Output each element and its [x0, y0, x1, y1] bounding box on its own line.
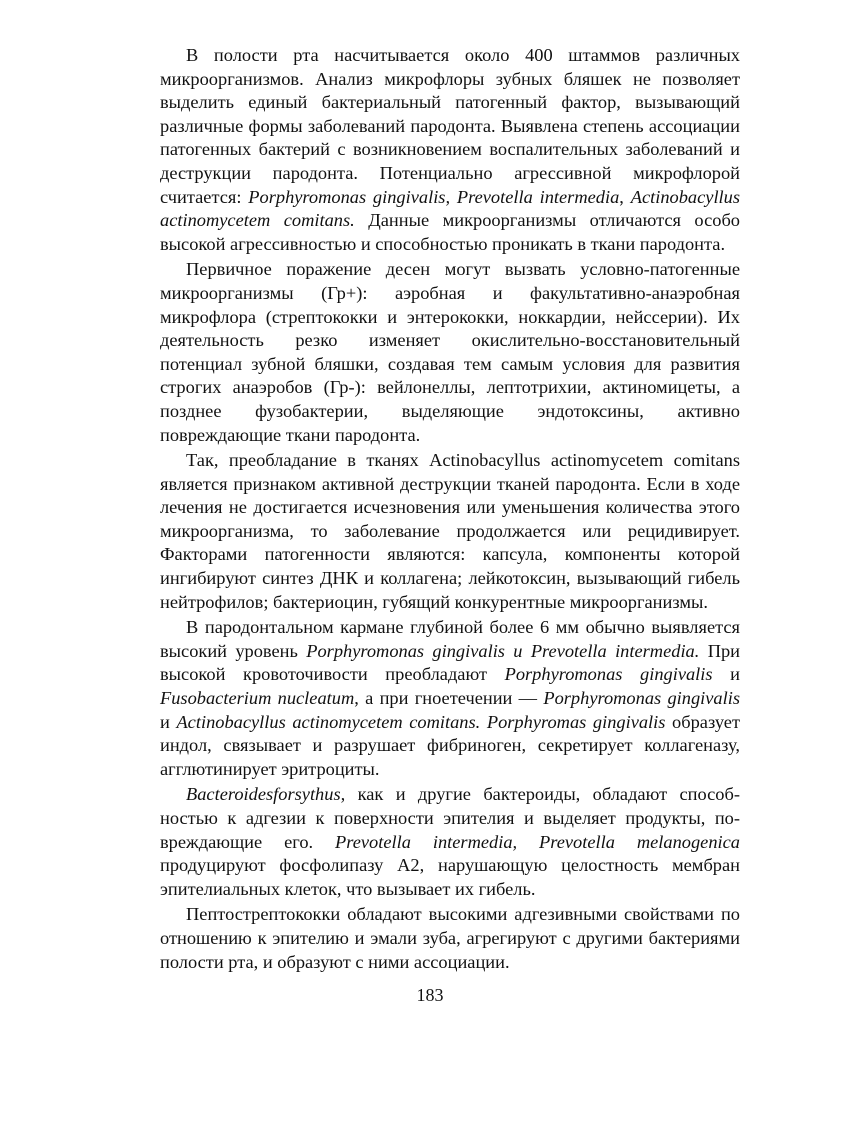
text-run: как и другие бактероиды, обладают способностью к адгезии к поверхности эпителия и выделяет продукты, повреждающие его.: [160, 784, 740, 852]
text-run: продуцируют фосфолипазу А2, нарушающую целостность мембран эпителиальных клеток, что вызывает их гибель.: [160, 855, 740, 899]
paragraph-5: [160, 783, 740, 901]
italic-text-run: Actinobacyllus actinomycetem comitans.: [160, 186, 741, 231]
paragraph-4: [160, 616, 740, 781]
text-run: и: [712, 664, 740, 685]
italic-text-run: Porphyromonas gingivalis: [504, 664, 713, 685]
text-run: образует индол, связывает и разрушает фибриноген, секретирует коллагеназу, агглютинирует эритроциты.: [160, 711, 740, 779]
paragraph-3: [160, 449, 740, 614]
text-run: В пародонтальном кармане глубиной более 6 мм обычно выявляется высокий уровень: [160, 617, 740, 661]
text-run: Первичное поражение десен могут вызвать условно-патогенные микроорганизмы (Гр+): аэробная и факультативно-анаэробная микрофлора (стрептококки и энтерококки, ноккардии, нейссерии). Их деятельность резко изменяет окислительно-восстановительный потенциал зубной бляшки, создавая тем самым условия для развития строгих анаэробов (Гр-): вейлонеллы, лептотрихии, актиномицеты, а позднее фузобактерии, выделяющие эндотоксины, активно повреждающие ткани пародонта.: [160, 259, 740, 445]
italic-text-run: Porphyromonas gingivalis, Prevotella intermedia: [248, 186, 620, 207]
italic-text-run: Prevotella intermedia, Prevotella melanogenica: [335, 831, 740, 852]
italic-text-run: Porphyromonas gingivalis и Prevotella intermedia.: [306, 640, 700, 661]
italic-text-run: Actinobacyllus actinomycetem comitans. Porphyromas gingivalis: [176, 711, 666, 732]
paragraph-1: [160, 44, 740, 256]
paragraph-6: [160, 903, 740, 974]
italic-text-run: Fusobacterium nucleatum: [160, 688, 355, 709]
text-run: и: [160, 711, 177, 732]
italic-text-run: Bacteroidesforsythus,: [186, 784, 346, 805]
text-run: ,: [619, 186, 631, 207]
body-text: [160, 44, 740, 976]
text-run: В полости рта насчитывается около 400 штаммов различных микроорганизмов. Анализ микрофлоры зубных бляшек не позволяет выделить единый бактериальный патогенный фактор, вызывающий различные формы заболеваний пародонта. Выявлена степень ассоциации патогенных бактерий с возникновением воспалительных заболеваний и деструкции пародонта. Потенциально агрессивной микрофлорой считается:: [160, 45, 740, 207]
text-run: Пептострептококки обладают высокими адгезивными свойствами по отношению к эпителию и эмали зуба, агрегируют с другими бактериями полости рта, и образуют с ними ассоциации.: [160, 904, 740, 972]
text-run: Так, преобладание в тканях Actinobacyllus actinomycetem comitans является признаком активной деструкции тканей пародонта. Если в ходе лечения не достигается исчезновения или уменьшения количества этого микроорганизма, то заболевание продолжается или рецидивирует. Факторами патогенности являются: капсула, компоненты которой ингибируют синтез ДНК и коллагена; лейкотоксин, вызывающий гибель нейтрофилов; бактериоцин, губящий конкурентные микроорганизмы.: [160, 450, 740, 612]
text-run: , а при гноетечении —: [354, 688, 544, 709]
text-run: При высокой кровоточивости преобладают: [160, 640, 741, 685]
italic-text-run: Porphyromonas gingivalis: [543, 688, 740, 709]
page-number: 183: [416, 985, 444, 1005]
paragraph-2: [160, 258, 740, 447]
text-run: Данные микроорганизмы отличаются особо высокой агрессивностью и способностью проникать в ткани пародонта.: [160, 210, 740, 254]
